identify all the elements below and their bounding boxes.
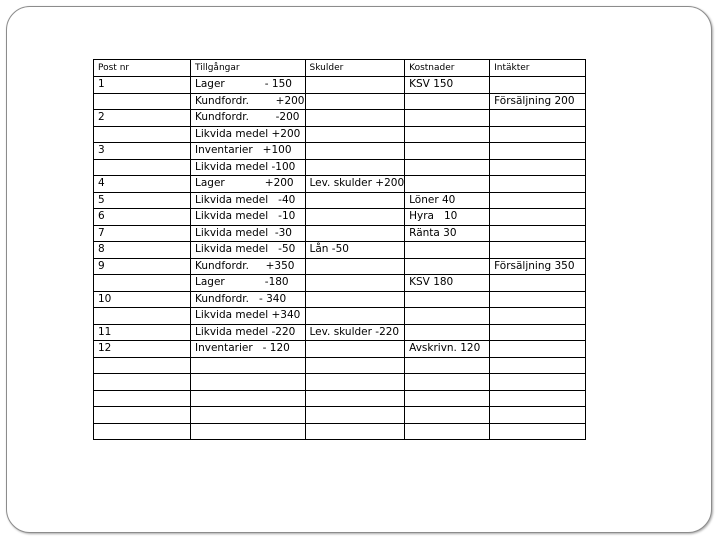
skulder-cell bbox=[305, 291, 405, 308]
intakter-cell bbox=[490, 324, 586, 341]
intakter-cell bbox=[490, 110, 586, 127]
kostnader-cell bbox=[405, 258, 490, 275]
kostnader-cell bbox=[405, 176, 490, 193]
intakter-cell bbox=[490, 374, 586, 391]
kostnader-cell: Löner 40 bbox=[405, 192, 490, 209]
kostnader-cell: KSV 180 bbox=[405, 275, 490, 292]
skulder-cell: Lev. skulder +200 bbox=[305, 176, 405, 193]
intakter-cell bbox=[490, 176, 586, 193]
ledger-body bbox=[94, 77, 586, 440]
skulder-cell bbox=[305, 308, 405, 325]
post-nr-cell: 6 bbox=[94, 209, 191, 226]
table-row bbox=[94, 324, 586, 341]
post-nr-cell bbox=[94, 423, 191, 440]
table-row bbox=[94, 341, 586, 358]
intakter-cell bbox=[490, 126, 586, 143]
header-tillgangar: Tillgångar bbox=[191, 60, 306, 77]
header-skulder: Skulder bbox=[305, 60, 405, 77]
intakter-cell bbox=[490, 357, 586, 374]
kostnader-cell bbox=[405, 390, 490, 407]
table-row bbox=[94, 176, 586, 193]
tillgangar-cell: Lager -180 bbox=[191, 275, 306, 292]
kostnader-cell bbox=[405, 159, 490, 176]
intakter-cell bbox=[490, 77, 586, 94]
post-nr-cell bbox=[94, 126, 191, 143]
post-nr-cell: 2 bbox=[94, 110, 191, 127]
skulder-cell bbox=[305, 77, 405, 94]
kostnader-cell bbox=[405, 291, 490, 308]
kostnader-cell: KSV 150 bbox=[405, 77, 490, 94]
intakter-cell bbox=[490, 159, 586, 176]
skulder-cell bbox=[305, 275, 405, 292]
tillgangar-cell: Lager +200 bbox=[191, 176, 306, 193]
skulder-cell: Lån -50 bbox=[305, 242, 405, 259]
table-row bbox=[94, 258, 586, 275]
skulder-cell bbox=[305, 192, 405, 209]
kostnader-cell bbox=[405, 324, 490, 341]
tillgangar-cell: Inventarier +100 bbox=[191, 143, 306, 160]
kostnader-cell bbox=[405, 143, 490, 160]
kostnader-cell bbox=[405, 423, 490, 440]
post-nr-cell: 10 bbox=[94, 291, 191, 308]
table-row bbox=[94, 357, 586, 374]
post-nr-cell: 4 bbox=[94, 176, 191, 193]
post-nr-cell: 11 bbox=[94, 324, 191, 341]
post-nr-cell: 5 bbox=[94, 192, 191, 209]
intakter-cell bbox=[490, 291, 586, 308]
tillgangar-cell: Likvida medel -100 bbox=[191, 159, 306, 176]
kostnader-cell bbox=[405, 110, 490, 127]
table-row bbox=[94, 77, 586, 94]
table-row bbox=[94, 275, 586, 292]
header-kostnader: Kostnader bbox=[405, 60, 490, 77]
post-nr-cell: 3 bbox=[94, 143, 191, 160]
post-nr-cell: 1 bbox=[94, 77, 191, 94]
skulder-cell bbox=[305, 258, 405, 275]
tillgangar-cell: Likvida medel +340 bbox=[191, 308, 306, 325]
tillgangar-cell: Lager - 150 bbox=[191, 77, 306, 94]
tillgangar-cell: Kundfordr. +200 bbox=[191, 93, 306, 110]
ledger-table bbox=[93, 59, 586, 440]
tillgangar-cell: Kundfordr. -200 bbox=[191, 110, 306, 127]
intakter-cell bbox=[490, 407, 586, 424]
skulder-cell bbox=[305, 209, 405, 226]
tillgangar-cell: Likvida medel -50 bbox=[191, 242, 306, 259]
post-nr-cell bbox=[94, 357, 191, 374]
tillgangar-cell: Likvida medel -220 bbox=[191, 324, 306, 341]
skulder-cell bbox=[305, 390, 405, 407]
post-nr-cell bbox=[94, 308, 191, 325]
post-nr-cell: 7 bbox=[94, 225, 191, 242]
intakter-cell bbox=[490, 341, 586, 358]
skulder-cell bbox=[305, 110, 405, 127]
post-nr-cell: 12 bbox=[94, 341, 191, 358]
tillgangar-cell: Likvida medel +200 bbox=[191, 126, 306, 143]
tillgangar-cell bbox=[191, 357, 306, 374]
post-nr-cell bbox=[94, 275, 191, 292]
table-row bbox=[94, 93, 586, 110]
kostnader-cell bbox=[405, 407, 490, 424]
intakter-cell bbox=[490, 192, 586, 209]
kostnader-cell bbox=[405, 126, 490, 143]
table-row bbox=[94, 242, 586, 259]
tillgangar-cell: Inventarier - 120 bbox=[191, 341, 306, 358]
tillgangar-cell: Kundfordr. +350 bbox=[191, 258, 306, 275]
skulder-cell bbox=[305, 374, 405, 391]
tillgangar-cell: Likvida medel -40 bbox=[191, 192, 306, 209]
skulder-cell bbox=[305, 126, 405, 143]
kostnader-cell bbox=[405, 374, 490, 391]
skulder-cell: Lev. skulder -220 bbox=[305, 324, 405, 341]
table-row bbox=[94, 110, 586, 127]
kostnader-cell: Hyra 10 bbox=[405, 209, 490, 226]
post-nr-cell bbox=[94, 407, 191, 424]
intakter-cell bbox=[490, 390, 586, 407]
post-nr-cell bbox=[94, 374, 191, 391]
intakter-cell bbox=[490, 225, 586, 242]
tillgangar-cell bbox=[191, 423, 306, 440]
table-row bbox=[94, 209, 586, 226]
post-nr-cell: 8 bbox=[94, 242, 191, 259]
kostnader-cell: Ränta 30 bbox=[405, 225, 490, 242]
header-post-nr: Post nr bbox=[94, 60, 191, 77]
header-row bbox=[94, 60, 586, 77]
table-row bbox=[94, 423, 586, 440]
intakter-cell bbox=[490, 423, 586, 440]
tillgangar-cell bbox=[191, 374, 306, 391]
intakter-cell: Försäljning 200 bbox=[490, 93, 586, 110]
skulder-cell bbox=[305, 93, 405, 110]
skulder-cell bbox=[305, 357, 405, 374]
post-nr-cell: 9 bbox=[94, 258, 191, 275]
table-row bbox=[94, 308, 586, 325]
skulder-cell bbox=[305, 225, 405, 242]
tillgangar-cell bbox=[191, 390, 306, 407]
kostnader-cell bbox=[405, 93, 490, 110]
table-row bbox=[94, 126, 586, 143]
intakter-cell bbox=[490, 209, 586, 226]
kostnader-cell: Avskrivn. 120 bbox=[405, 341, 490, 358]
intakter-cell bbox=[490, 242, 586, 259]
intakter-cell bbox=[490, 275, 586, 292]
tillgangar-cell: Likvida medel -30 bbox=[191, 225, 306, 242]
skulder-cell bbox=[305, 423, 405, 440]
table-row bbox=[94, 159, 586, 176]
skulder-cell bbox=[305, 407, 405, 424]
tillgangar-cell: Kundfordr. - 340 bbox=[191, 291, 306, 308]
tillgangar-cell bbox=[191, 407, 306, 424]
post-nr-cell bbox=[94, 159, 191, 176]
header-intakter: Intäkter bbox=[490, 60, 586, 77]
post-nr-cell bbox=[94, 390, 191, 407]
tillgangar-cell: Likvida medel -10 bbox=[191, 209, 306, 226]
intakter-cell bbox=[490, 143, 586, 160]
intakter-cell bbox=[490, 308, 586, 325]
skulder-cell bbox=[305, 143, 405, 160]
skulder-cell bbox=[305, 159, 405, 176]
table-row bbox=[94, 143, 586, 160]
post-nr-cell bbox=[94, 93, 191, 110]
kostnader-cell bbox=[405, 242, 490, 259]
kostnader-cell bbox=[405, 308, 490, 325]
table-row bbox=[94, 192, 586, 209]
skulder-cell bbox=[305, 341, 405, 358]
intakter-cell: Försäljning 350 bbox=[490, 258, 586, 275]
table-row bbox=[94, 225, 586, 242]
table-row bbox=[94, 291, 586, 308]
table-row bbox=[94, 407, 586, 424]
kostnader-cell bbox=[405, 357, 490, 374]
table-row bbox=[94, 390, 586, 407]
table-row bbox=[94, 374, 586, 391]
